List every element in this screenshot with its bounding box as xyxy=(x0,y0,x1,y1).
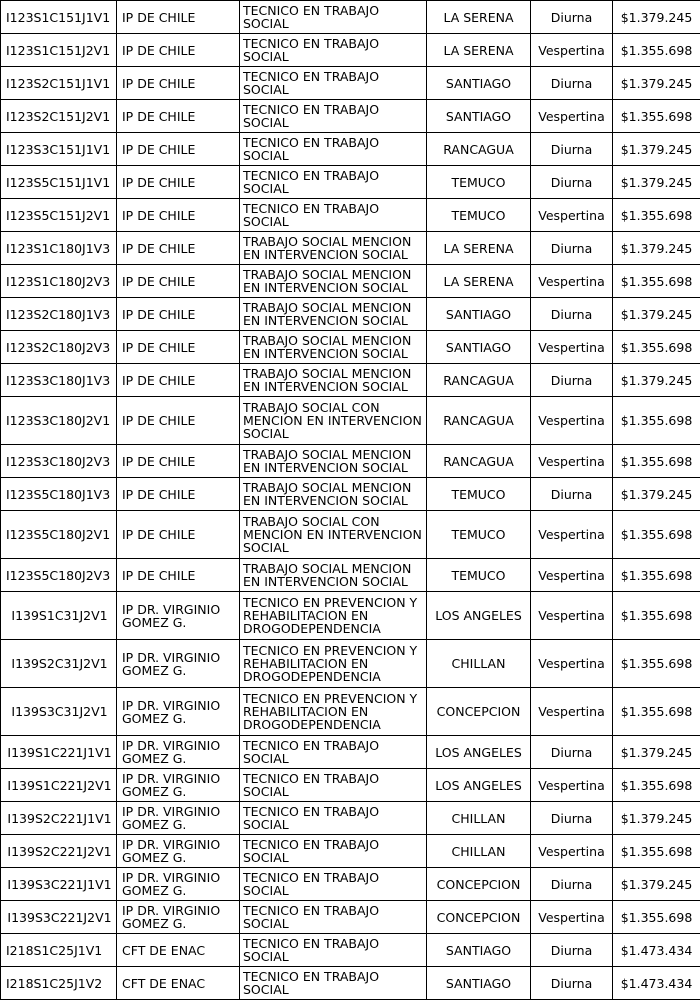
shift-cell: Vespertina xyxy=(531,769,613,802)
city-cell: CONCEPCION xyxy=(427,901,531,934)
institution-cell: IP DR. VIRGINIO GOMEZ G. xyxy=(117,802,240,835)
city-cell: CONCEPCION xyxy=(427,868,531,901)
price-cell: $1.379.245 xyxy=(613,478,700,511)
city-cell: CHILLAN xyxy=(427,835,531,868)
price-cell: $1.355.698 xyxy=(613,331,700,364)
institution-cell: IP DE CHILE xyxy=(117,265,240,298)
program-code-cell: I139S1C31J2V1 xyxy=(1,592,117,640)
program-code-cell: I123S5C151J2V1 xyxy=(1,199,117,232)
career-cell: TECNICO EN TRABAJO SOCIAL xyxy=(240,901,427,934)
program-code-cell: I139S3C31J2V1 xyxy=(1,688,117,736)
city-cell: LA SERENA xyxy=(427,34,531,67)
table-row xyxy=(1,67,700,100)
program-code-cell: I123S1C151J2V1 xyxy=(1,34,117,67)
institution-cell: IP DE CHILE xyxy=(117,133,240,166)
institution-cell: IP DE CHILE xyxy=(117,67,240,100)
price-cell: $1.355.698 xyxy=(613,559,700,592)
price-cell: $1.355.698 xyxy=(613,769,700,802)
city-cell: LOS ANGELES xyxy=(427,736,531,769)
table-row xyxy=(1,100,700,133)
price-cell: $1.355.698 xyxy=(613,100,700,133)
price-cell: $1.355.698 xyxy=(613,397,700,445)
table-row xyxy=(1,901,700,934)
city-cell: RANCAGUA xyxy=(427,445,531,478)
city-cell: LA SERENA xyxy=(427,232,531,265)
shift-cell: Vespertina xyxy=(531,445,613,478)
institution-cell: IP DE CHILE xyxy=(117,1,240,34)
institution-cell: IP DE CHILE xyxy=(117,166,240,199)
city-cell: TEMUCO xyxy=(427,559,531,592)
price-cell: $1.355.698 xyxy=(613,511,700,559)
career-cell: TECNICO EN TRABAJO SOCIAL xyxy=(240,1,427,34)
program-code-cell: I139S3C221J2V1 xyxy=(1,901,117,934)
price-cell: $1.355.698 xyxy=(613,640,700,688)
program-code-cell: I139S3C221J1V1 xyxy=(1,868,117,901)
career-cell: TRABAJO SOCIAL MENCION EN INTERVENCION SOCIAL xyxy=(240,559,427,592)
program-code-cell: I218S1C25J1V1 xyxy=(1,934,117,967)
shift-cell: Vespertina xyxy=(531,397,613,445)
shift-cell: Diurna xyxy=(531,133,613,166)
career-cell: TECNICO EN TRABAJO SOCIAL xyxy=(240,769,427,802)
city-cell: LA SERENA xyxy=(427,1,531,34)
shift-cell: Vespertina xyxy=(531,592,613,640)
program-code-cell: I123S3C180J2V1 xyxy=(1,397,117,445)
career-cell: TECNICO EN TRABAJO SOCIAL xyxy=(240,736,427,769)
program-code-cell: I123S5C180J2V1 xyxy=(1,511,117,559)
city-cell: RANCAGUA xyxy=(427,397,531,445)
price-cell: $1.355.698 xyxy=(613,592,700,640)
career-cell: TRABAJO SOCIAL CON MENCION EN INTERVENCION SOCIAL xyxy=(240,511,427,559)
shift-cell: Diurna xyxy=(531,298,613,331)
price-cell: $1.355.698 xyxy=(613,199,700,232)
institution-cell: IP DR. VIRGINIO GOMEZ G. xyxy=(117,688,240,736)
career-cell: TECNICO EN TRABAJO SOCIAL xyxy=(240,67,427,100)
price-cell: $1.355.698 xyxy=(613,34,700,67)
table-row xyxy=(1,769,700,802)
price-cell: $1.473.434 xyxy=(613,967,700,1000)
city-cell: LA SERENA xyxy=(427,265,531,298)
table-row xyxy=(1,640,700,688)
institution-cell: IP DR. VIRGINIO GOMEZ G. xyxy=(117,769,240,802)
career-cell: TECNICO EN PREVENCION Y REHABILITACION EN DROGODEPENDENCIA xyxy=(240,640,427,688)
institution-cell: IP DE CHILE xyxy=(117,199,240,232)
career-cell: TECNICO EN PREVENCION Y REHABILITACION EN DROGODEPENDENCIA xyxy=(240,688,427,736)
program-code-cell: I123S2C180J1V3 xyxy=(1,298,117,331)
city-cell: RANCAGUA xyxy=(427,364,531,397)
table-row xyxy=(1,478,700,511)
table-row xyxy=(1,445,700,478)
shift-cell: Diurna xyxy=(531,967,613,1000)
price-cell: $1.379.245 xyxy=(613,736,700,769)
price-cell: $1.379.245 xyxy=(613,868,700,901)
shift-cell: Vespertina xyxy=(531,199,613,232)
institution-cell: IP DE CHILE xyxy=(117,364,240,397)
institution-cell: IP DE CHILE xyxy=(117,445,240,478)
institution-cell: IP DR. VIRGINIO GOMEZ G. xyxy=(117,736,240,769)
table-row xyxy=(1,1,700,34)
table-row xyxy=(1,868,700,901)
institution-cell: IP DE CHILE xyxy=(117,34,240,67)
program-code-cell: I123S1C151J1V1 xyxy=(1,1,117,34)
institution-cell: IP DE CHILE xyxy=(117,478,240,511)
career-cell: TECNICO EN TRABAJO SOCIAL xyxy=(240,199,427,232)
city-cell: SANTIAGO xyxy=(427,100,531,133)
institution-cell: IP DE CHILE xyxy=(117,397,240,445)
price-cell: $1.379.245 xyxy=(613,802,700,835)
table-row xyxy=(1,592,700,640)
table-row xyxy=(1,967,700,1000)
city-cell: SANTIAGO xyxy=(427,934,531,967)
shift-cell: Diurna xyxy=(531,1,613,34)
program-code-cell: I139S2C31J2V1 xyxy=(1,640,117,688)
table-row xyxy=(1,331,700,364)
career-cell: TECNICO EN TRABAJO SOCIAL xyxy=(240,133,427,166)
city-cell: TEMUCO xyxy=(427,511,531,559)
price-cell: $1.379.245 xyxy=(613,133,700,166)
price-cell: $1.379.245 xyxy=(613,1,700,34)
institution-cell: IP DR. VIRGINIO GOMEZ G. xyxy=(117,640,240,688)
city-cell: TEMUCO xyxy=(427,199,531,232)
table-row xyxy=(1,688,700,736)
institution-cell: IP DE CHILE xyxy=(117,559,240,592)
city-cell: CHILLAN xyxy=(427,802,531,835)
shift-cell: Vespertina xyxy=(531,901,613,934)
career-cell: TECNICO EN TRABAJO SOCIAL xyxy=(240,34,427,67)
shift-cell: Vespertina xyxy=(531,331,613,364)
table-row xyxy=(1,559,700,592)
price-cell: $1.379.245 xyxy=(613,364,700,397)
table-row xyxy=(1,166,700,199)
institution-cell: IP DR. VIRGINIO GOMEZ G. xyxy=(117,592,240,640)
institution-cell: CFT DE ENAC xyxy=(117,934,240,967)
career-cell: TRABAJO SOCIAL MENCION EN INTERVENCION SOCIAL xyxy=(240,298,427,331)
city-cell: SANTIAGO xyxy=(427,967,531,1000)
career-cell: TECNICO EN TRABAJO SOCIAL xyxy=(240,967,427,1000)
shift-cell: Diurna xyxy=(531,232,613,265)
shift-cell: Diurna xyxy=(531,736,613,769)
price-cell: $1.355.698 xyxy=(613,835,700,868)
program-code-cell: I123S2C180J2V3 xyxy=(1,331,117,364)
city-cell: CONCEPCION xyxy=(427,688,531,736)
price-cell: $1.379.245 xyxy=(613,166,700,199)
program-code-cell: I123S3C180J1V3 xyxy=(1,364,117,397)
program-code-cell: I123S5C151J1V1 xyxy=(1,166,117,199)
price-cell: $1.379.245 xyxy=(613,232,700,265)
table-row xyxy=(1,298,700,331)
institution-cell: IP DR. VIRGINIO GOMEZ G. xyxy=(117,835,240,868)
career-cell: TECNICO EN TRABAJO SOCIAL xyxy=(240,934,427,967)
city-cell: LOS ANGELES xyxy=(427,592,531,640)
program-code-cell: I123S1C180J1V3 xyxy=(1,232,117,265)
city-cell: SANTIAGO xyxy=(427,298,531,331)
shift-cell: Diurna xyxy=(531,802,613,835)
career-cell: TECNICO EN TRABAJO SOCIAL xyxy=(240,868,427,901)
table-row xyxy=(1,511,700,559)
career-cell: TRABAJO SOCIAL MENCION EN INTERVENCION SOCIAL xyxy=(240,445,427,478)
table-row xyxy=(1,397,700,445)
price-cell: $1.355.698 xyxy=(613,445,700,478)
institution-cell: IP DE CHILE xyxy=(117,232,240,265)
shift-cell: Diurna xyxy=(531,364,613,397)
career-cell: TECNICO EN TRABAJO SOCIAL xyxy=(240,166,427,199)
price-cell: $1.379.245 xyxy=(613,67,700,100)
table-row xyxy=(1,265,700,298)
city-cell: LOS ANGELES xyxy=(427,769,531,802)
institution-cell: IP DE CHILE xyxy=(117,331,240,364)
shift-cell: Vespertina xyxy=(531,100,613,133)
institution-cell: IP DR. VIRGINIO GOMEZ G. xyxy=(117,901,240,934)
price-cell: $1.355.698 xyxy=(613,688,700,736)
shift-cell: Diurna xyxy=(531,868,613,901)
institution-cell: IP DE CHILE xyxy=(117,298,240,331)
career-cell: TRABAJO SOCIAL MENCION EN INTERVENCION SOCIAL xyxy=(240,364,427,397)
career-cell: TRABAJO SOCIAL MENCION EN INTERVENCION SOCIAL xyxy=(240,478,427,511)
institution-cell: IP DR. VIRGINIO GOMEZ G. xyxy=(117,868,240,901)
institution-cell: IP DE CHILE xyxy=(117,511,240,559)
city-cell: SANTIAGO xyxy=(427,331,531,364)
career-cell: TECNICO EN TRABAJO SOCIAL xyxy=(240,802,427,835)
career-cell: TRABAJO SOCIAL MENCION EN INTERVENCION SOCIAL xyxy=(240,265,427,298)
career-cell: TECNICO EN TRABAJO SOCIAL xyxy=(240,835,427,868)
program-code-cell: I139S1C221J2V1 xyxy=(1,769,117,802)
city-cell: SANTIAGO xyxy=(427,67,531,100)
price-cell: $1.473.434 xyxy=(613,934,700,967)
program-code-cell: I139S2C221J2V1 xyxy=(1,835,117,868)
table-row xyxy=(1,133,700,166)
program-code-cell: I139S2C221J1V1 xyxy=(1,802,117,835)
program-code-cell: I218S1C25J1V2 xyxy=(1,967,117,1000)
price-cell: $1.379.245 xyxy=(613,298,700,331)
table-row xyxy=(1,835,700,868)
city-cell: CHILLAN xyxy=(427,640,531,688)
program-code-cell: I123S5C180J1V3 xyxy=(1,478,117,511)
career-cell: TECNICO EN PREVENCION Y REHABILITACION EN DROGODEPENDENCIA xyxy=(240,592,427,640)
career-cell: TRABAJO SOCIAL MENCION EN INTERVENCION SOCIAL xyxy=(240,331,427,364)
shift-cell: Diurna xyxy=(531,934,613,967)
shift-cell: Vespertina xyxy=(531,34,613,67)
price-cell: $1.355.698 xyxy=(613,901,700,934)
price-cell: $1.355.698 xyxy=(613,265,700,298)
career-cell: TRABAJO SOCIAL MENCION EN INTERVENCION SOCIAL xyxy=(240,232,427,265)
table-row xyxy=(1,736,700,769)
program-code-cell: I123S3C180J2V3 xyxy=(1,445,117,478)
program-code-cell: I139S1C221J1V1 xyxy=(1,736,117,769)
shift-cell: Vespertina xyxy=(531,835,613,868)
shift-cell: Vespertina xyxy=(531,640,613,688)
shift-cell: Vespertina xyxy=(531,511,613,559)
shift-cell: Vespertina xyxy=(531,265,613,298)
institution-cell: CFT DE ENAC xyxy=(117,967,240,1000)
program-code-cell: I123S2C151J2V1 xyxy=(1,100,117,133)
shift-cell: Vespertina xyxy=(531,559,613,592)
table-row xyxy=(1,934,700,967)
program-code-cell: I123S3C151J1V1 xyxy=(1,133,117,166)
table-row xyxy=(1,34,700,67)
career-cell: TECNICO EN TRABAJO SOCIAL xyxy=(240,100,427,133)
table-row xyxy=(1,802,700,835)
city-cell: RANCAGUA xyxy=(427,133,531,166)
program-code-cell: I123S2C151J1V1 xyxy=(1,67,117,100)
city-cell: TEMUCO xyxy=(427,166,531,199)
institution-cell: IP DE CHILE xyxy=(117,100,240,133)
shift-cell: Diurna xyxy=(531,478,613,511)
program-code-cell: I123S5C180J2V3 xyxy=(1,559,117,592)
career-cell: TRABAJO SOCIAL CON MENCION EN INTERVENCION SOCIAL xyxy=(240,397,427,445)
table-row xyxy=(1,232,700,265)
shift-cell: Diurna xyxy=(531,67,613,100)
table-body xyxy=(1,1,700,1000)
city-cell: TEMUCO xyxy=(427,478,531,511)
shift-cell: Vespertina xyxy=(531,688,613,736)
shift-cell: Diurna xyxy=(531,166,613,199)
program-code-cell: I123S1C180J2V3 xyxy=(1,265,117,298)
table-row xyxy=(1,199,700,232)
table-row xyxy=(1,364,700,397)
